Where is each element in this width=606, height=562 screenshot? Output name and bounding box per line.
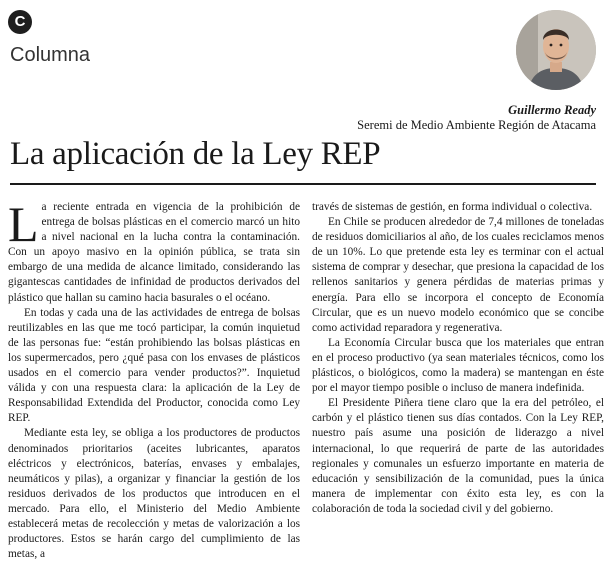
section-badge: C xyxy=(8,10,32,34)
article-column-right xyxy=(312,200,604,517)
article-paragraph: En Chile se producen alrededor de 7,4 millones de toneladas de residuos domiciliarios al año, de los cuales reciclamos menos de un 10%. Lo que pretende esta ley es terminar con el actual sistema de comprar y desechar, que presiona la capacidad de los rellenos sanitarios y genera pérdidas de materias primas y energía. Para ello se incorpora el concepto de Economía Circular, que es un nuevo modelo económico que se concibe como actividad reparadora y regenerativa. xyxy=(312,216,604,334)
article-title: La aplicación de la Ley REP xyxy=(10,136,381,172)
person-portrait-icon xyxy=(516,10,596,90)
author-name: Guillermo Ready xyxy=(508,103,596,117)
author-role: Seremi de Medio Ambiente Región de Atacama xyxy=(357,118,596,132)
title-divider xyxy=(10,183,596,185)
article-paragraph: La Economía Circular busca que los materiales que entran en el proceso productivo (ya sean materiales técnicos, como los plásticos, o biológicos, como la madera) se mantengan en éste por el mayor tiempo posible o incluso de manera indefinida. xyxy=(312,336,604,395)
article-paragraph: En todas y cada una de las actividades de entrega de bolsas reutilizables en las que me tocó participar, la común inquietud de las personas fue: “están prohibiendo las bolsas plásticas en los supermercados, pero ¿qué pasa con los envases de plásticos usados en el comercio para vender productos?”. Inquietud válida y con una respuesta clara: la aplicación de la Ley de Responsabilidad Extendida del Productor, conocida como Ley REP. xyxy=(8,306,300,425)
drop-cap: L xyxy=(8,196,39,252)
section-label: Columna xyxy=(10,44,91,66)
article-paragraph: El Presidente Piñera tiene claro que la era del petróleo, el carbón y el plástico tienen sus días contados. Con la Ley REP, nuestro país asume una posición de liderazgo a nivel internacional, lo que requerirá de parte de las autoridades regionales y comunales un esfuerzo importante en materia de educación y sensibilización de la comunidad, pues la única manera de implementar con éxito esta ley, es con la colaboración de toda la sociedad civil y del gobierno. xyxy=(312,397,604,515)
article-paragraph: través de sistemas de gestión, en forma individual o colectiva. xyxy=(312,201,593,213)
article-column-left xyxy=(8,196,300,562)
article-paragraph: Mediante esta ley, se obliga a los productores de productos denominados prioritarios (aceites lubricantes, aparatos eléctricos y electrónicos, baterías, envases y embalajes, neumáticos y pilas), a organizar y financiar la gestión de los residuos derivados de los productos que introducen en el mercado. Para ello, el Ministerio del Medio Ambiente establecerá metas de recolección y metas de valorización a los productores. Estos se harán cargo del cumplimiento de las metas, a xyxy=(8,427,300,561)
article-paragraph: La reciente entrada en vigencia de la prohibición de entrega de bolsas plásticas en el comercio marcó un hito a nivel nacional en la lucha contra la contaminación. Con un apoyo masivo en la opinión pública, se trata sin embargo de una medida de alcance limitado, considerando las gigantescas cantidades de infinidad de productos derivados del plástico que hallan su camino hacia basurales o el océano. xyxy=(8,196,300,304)
